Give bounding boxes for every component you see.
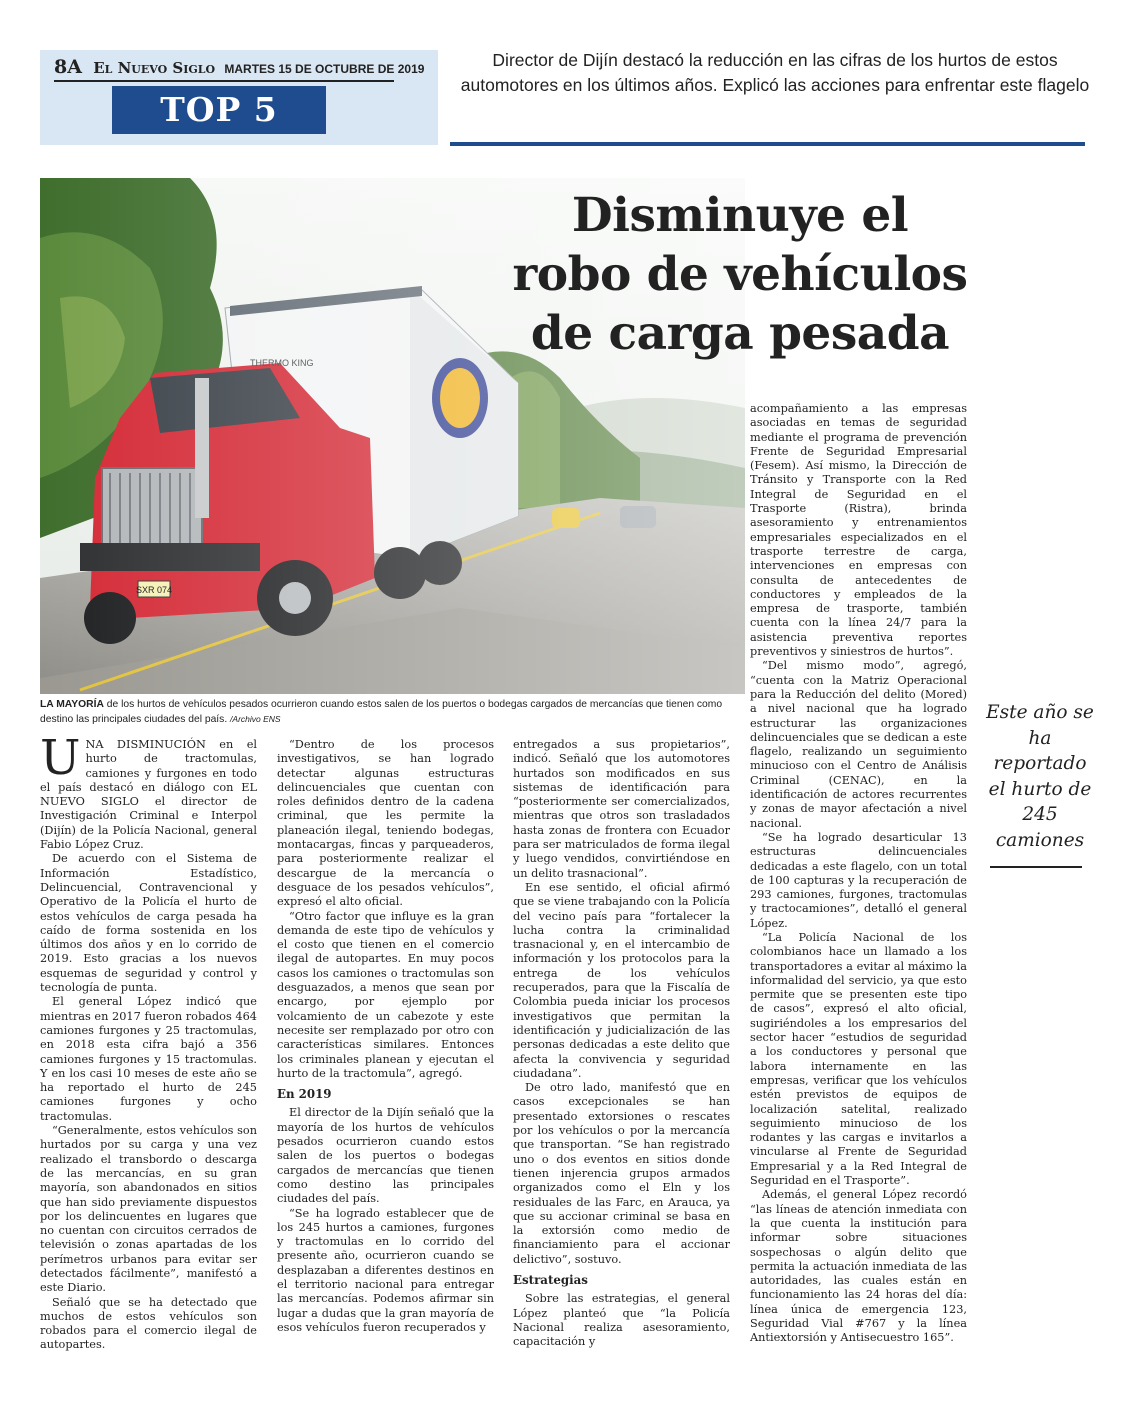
deck-rule <box>450 142 1085 146</box>
caption-lead: LA MAYORÍA <box>40 699 104 710</box>
subheading-estrategias: Estrategias <box>513 1272 588 1287</box>
paragraph: “Otro factor que influye es la gran demanda de este tipo de vehículos y el costo que tienen en el comercio ilegal de autopartes. En muy pocos casos los camiones o tractomulas son desguazados, a menos que sean por encargo, por ejemplo por volcamiento de un cabezote y este necesite ser remplazado por otro con características similares. Entonces los criminales planean y ejecutan el hurto de la tractomula”, agregó. <box>277 909 494 1080</box>
issue-date: MARTES 15 DE OCTUBRE DE 2019 <box>224 62 425 76</box>
trailer-brand-text: THERMO KING <box>250 358 314 368</box>
paragraph: entregados a sus propietarios”, indicó. Señaló que los automotores hurtados son modificados en sus sistemas de identificación para “posteriormente ser comercializados, mientras que otros son trasladados hasta zonas de frontera con Ecuador para ser matriculados de forma ilegal y luego vendidos, convirtiéndose en un delito trasnacional”. <box>513 738 730 880</box>
article-column-2 <box>277 738 494 1335</box>
headline-line-1: Disminuye el <box>571 188 909 243</box>
paragraph: De acuerdo con el Sistema de Información Estadístico, Delincuencial, Contravencional y Operativo de la Policía el hurto de estos vehículos de carga pesada ha caído de forma sostenida en los últimos dos años y en lo corrido de 2019. Esto gracias a los nuevos esquemas de seguridad y control y tecnología de punta. <box>40 852 257 995</box>
deck-summary: Director de Dijín destacó la reducción en las cifras de los hurtos de estos automotores en los últimos años. Explicó las acciones para enfrentar este flagelo <box>460 50 1090 95</box>
subheading-2019: En 2019 <box>277 1087 332 1102</box>
paragraph: “Se ha logrado desarticular 13 estructuras delincuenciales dedicadas a este flagelo, con un total de 100 capturas y la recuperación de 293 camiones, furgones, tractomulas y tractocamiones”, detalló el general López. <box>750 830 967 930</box>
drop-cap: U <box>40 730 81 786</box>
paragraph: Además, el general López recordó “las líneas de atención inmediata con la que cuenta la institución para informar sobre situaciones sospechosas o algún delito que permita la actuación inmediata de las autoridades, las cuales están en funcionamiento las 24 horas del día: línea única de emergencia 123, Seguridad Vial #767 y la línea Antiextorsión y Antisecuestro 165”. <box>750 1188 967 1345</box>
paragraph: acompañamiento a las empresas asociadas en temas de seguridad mediante el programa de prevención Frente de Seguridad Empresarial (Fesem). Así mismo, la Dirección de Tránsito y Transporte con la Red Integral de Seguridad en el Trasporte (Ristra), brinda asesoramiento y entrenamientos empresariales especializados en el trasporte terrestre de carga, intervenciones en empresas con consulta de antecedentes de conductores y empleados de la empresa de trasporte, también cuenta con la línea 24/7 para la asistencia preventiva reportes preventivos y siniestros de hurtos”. <box>750 402 967 659</box>
pull-quote: Este año se ha reportado el hurto de 245 camiones <box>986 702 1094 851</box>
intro-text: NA DISMINUCIÓN en el hurto de tractomulas, camiones y furgones en todo el país destacó en diálogo con EL NUEVO SIGLO el director de Investigación Criminal e Interpol (Dijín) de la Policía Nacional, general Fabio López Cruz. <box>40 738 257 852</box>
paragraph: El director de la Dijín señaló que la mayoría de los hurtos de vehículos pesados ocurrieron cuando estos salen de los puertos o bodegas cargados de mercancías que tienen como destino las principales ciudades del país. <box>277 1106 494 1206</box>
pull-quote-rule <box>990 866 1082 868</box>
paragraph: “La Policía Nacional de los colombianos hace un llamado a los transportadores a evitar al máximo la informalidad del servicio, ya que esto permite que se presenten este tipo de casos”, expresó el alto oficial, sugiriéndoles a los empresarios del sector hacer “estudios de seguridad a los conductores y personal que labora internamente en las empresas, verificar que los vehículos estén previstos de equipos de localización satelital, realizado seguimiento minucioso de los rodantes y las cargas e invitarlos a vincularse al Frente de Seguridad Empresarial y a la Red Integral de Seguridad en el Trasporte”. <box>750 930 967 1188</box>
paragraph: De otro lado, manifestó que en casos excepcionales se han presentado extorsiones o rescates por los vehículos o por la mercancía que transportan. “Se han registrado uno o dos eventos en sitios donde tienen injerencia grupos armados organizados como el Eln y los residuales de las Farc, en Arauca, ya que su accionar criminal se basa en la extorsión como medio de financiamiento para el accionar delictivo”, sostuvo. <box>513 1081 730 1266</box>
headline <box>470 186 1010 363</box>
article-intro <box>40 730 257 852</box>
paragraph: Sobre las estrategias, el general López planteó que “la Policía Nacional realiza asesoramiento, capacitación y <box>513 1292 730 1349</box>
plate-text: SXR 074 <box>135 585 173 595</box>
paragraph: “Del mismo modo”, agregó, “cuenta con la Matriz Operacional para la Reducción del delito (Mored) a nivel nacional que ha logrado estructurar las organizaciones delincuenciales que se dedican a este flagelo, realizando un seguimiento minucioso con el Centro de Análisis Criminal (CENAC), en la identificación de actores recurrentes y zonas de mayor afectación a nivel nacional. <box>750 659 967 830</box>
caption-text: de los hurtos de vehículos pesados ocurrieron cuando estos salen de los puertos o bodegas cargados de mercancías que tienen como destino las principales ciudades del país. <box>40 699 723 725</box>
headline-line-2: robo de vehículos <box>512 247 968 302</box>
headline-line-3: de carga pesada <box>530 306 950 361</box>
paragraph: “Generalmente, estos vehículos son hurtados por su carga y una vez realizado el transbordo o descarga de las mercancías, en su gran mayoría, son abandonados en sitios que han sido previamente dispuestos por los delincuentes en lugares que no cuentan con circuitos cerrados de televisión o zonas apartadas de los perímetros urbanos para evitar ser detectados fácilmente”, manifestó a este Diario. <box>40 1124 257 1295</box>
header-box <box>40 50 438 145</box>
paragraph: El general López indicó que mientras en 2017 fueron robados 464 camiones furgones y 25 tractomulas, en 2018 esta cifra bajó a 356 camiones furgones y 15 tractomulas. Y en los casi 10 meses de este año se ha reportado el hurto de 245 camiones furgones y ocho tractomulas. <box>40 995 257 1123</box>
newspaper-name: El Nuevo Siglo <box>93 59 216 77</box>
photo-credit: /Archivo ENS <box>230 714 281 724</box>
article-column-1 <box>40 730 257 1353</box>
section-label: TOP 5 <box>112 86 326 134</box>
folio-line <box>54 56 425 82</box>
paragraph: “Se ha logrado establecer que de los 245 hurtos a camiones, furgones y tractomulas en lo corrido del presente año, ocurrieron cuando se desplazaban a diferentes destinos en el territorio nacional para entregar las mercancías. Podemos afirmar sin lugar a dudas que la gran mayoría de esos vehículos fueron recuperados y <box>277 1206 494 1334</box>
page-number: 8A <box>54 56 82 78</box>
photo-caption <box>40 698 730 727</box>
article-column-3 <box>513 738 730 1349</box>
paragraph: Señaló que se ha detectado que muchos de estos vehículos son robados para el comercio ilegal de autopartes. <box>40 1295 257 1352</box>
article-column-4 <box>750 402 967 1346</box>
paragraph: “Dentro de los procesos investigativos, se han logrado detectar algunas estructuras delincuenciales que cuentan con roles definidos dentro de la cadena criminal, que les permite la planeación ilegal, teniendo bodegas, montacargas, fincas y parqueaderos, para posteriormente realizar el descargue de la mercancía o desguace de los pesados vehículos”, expresó el alto oficial. <box>277 738 494 909</box>
paragraph: En ese sentido, el oficial afirmó que se viene trabajando con la Policía del vecino país para “fortalecer la lucha contra la criminalidad trasnacional y, en el intercambio de información y los protocolos para la entrega de los vehículos recuperados, para que la Fiscalía de Colombia pueda iniciar los procesos investigativos que permitan la identificación y judicialización de las personas dedicadas a este delito que afecta la convivencia y seguridad ciudadana”. <box>513 880 730 1080</box>
